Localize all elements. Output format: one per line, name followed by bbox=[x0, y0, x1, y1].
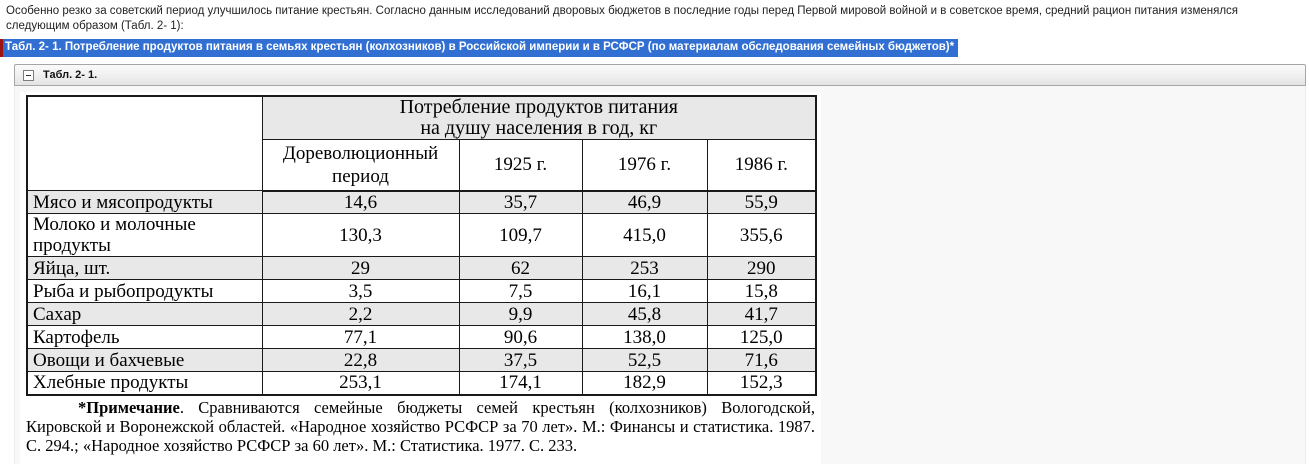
footnote-text: . Сравниваются семейные бюджеты семей крестьян (колхозников) Вологодской, Кировской и Воронежской областей. «Народное хозяйство РСФСР за 70 лет». М.: Финансы и статистика. 1987. С. 294.; «Народное хозяйство РСФСР за 60 лет». М.: Статистика. 1977. С. 233. bbox=[26, 397, 815, 455]
cell-value: 174,1 bbox=[459, 372, 582, 395]
cell-value: 41,7 bbox=[707, 303, 816, 326]
table-row bbox=[27, 257, 816, 280]
row-label: Рыба и рыбопродукты bbox=[27, 280, 262, 303]
food-consumption-table bbox=[26, 95, 817, 396]
table-row bbox=[27, 280, 816, 303]
cell-value: 138,0 bbox=[582, 326, 707, 349]
cell-value: 37,5 bbox=[459, 349, 582, 372]
column-header: 1976 г. bbox=[582, 140, 707, 191]
cell-value: 355,6 bbox=[707, 214, 816, 257]
cell-value: 22,8 bbox=[262, 349, 459, 372]
cell-value: 253 bbox=[582, 257, 707, 280]
table-caption-highlighted: Табл. 2- 1. Потребление продуктов питания в семьях крестьян (колхозников) в Российской империи и в РСФСР (по материалам обследования семейных бюджетов)* bbox=[3, 39, 958, 57]
cell-value: 415,0 bbox=[582, 214, 707, 257]
column-header: 1986 г. bbox=[707, 140, 816, 191]
row-label: Сахар bbox=[27, 303, 262, 326]
cell-value: 15,8 bbox=[707, 280, 816, 303]
header-line2: на душу населения в год, кг bbox=[420, 117, 658, 139]
cell-value: 62 bbox=[459, 257, 582, 280]
intro-paragraph: Особенно резко за советский период улучшилось питание крестьян. Согласно данным исследований дворовых бюджетов в последние годы перед Первой мировой войной и в советское время, средний рацион питания изменялся следующим образом (Табл. 2- 1): bbox=[6, 5, 1239, 32]
cell-value: 46,9 bbox=[582, 191, 707, 214]
footnote bbox=[26, 398, 815, 455]
cell-value: 125,0 bbox=[707, 326, 816, 349]
collapse-icon[interactable] bbox=[23, 70, 34, 81]
header-empty-cell bbox=[27, 96, 262, 191]
row-label: Молоко и молочные продукты bbox=[27, 214, 262, 257]
cell-value: 7,5 bbox=[459, 280, 582, 303]
cell-value: 109,7 bbox=[459, 214, 582, 257]
cell-value: 3,5 bbox=[262, 280, 459, 303]
cell-value: 16,1 bbox=[582, 280, 707, 303]
footnote-label: *Примечание bbox=[78, 397, 180, 417]
header-line1: Потребление продуктов питания bbox=[399, 96, 678, 118]
cell-value: 29 bbox=[262, 257, 459, 280]
cell-value: 77,1 bbox=[262, 326, 459, 349]
row-label: Картофель bbox=[27, 326, 262, 349]
cell-value: 14,6 bbox=[262, 191, 459, 214]
table-row bbox=[27, 349, 816, 372]
column-header: Дореволюционный период bbox=[262, 140, 459, 191]
table-panel bbox=[14, 64, 1306, 464]
table-row bbox=[27, 372, 816, 395]
table-row bbox=[27, 191, 816, 214]
table-header-row-merged bbox=[27, 96, 816, 140]
document-table-image bbox=[20, 92, 821, 464]
cell-value: 9,9 bbox=[459, 303, 582, 326]
cell-value: 253,1 bbox=[262, 372, 459, 395]
cell-value: 45,8 bbox=[582, 303, 707, 326]
cell-value: 71,6 bbox=[707, 349, 816, 372]
cell-value: 290 bbox=[707, 257, 816, 280]
table-row bbox=[27, 326, 816, 349]
cell-value: 35,7 bbox=[459, 191, 582, 214]
table-row bbox=[27, 303, 816, 326]
row-label: Мясо и мясопродукты bbox=[27, 191, 262, 214]
cell-value: 130,3 bbox=[262, 214, 459, 257]
header-merged-cell bbox=[262, 96, 816, 140]
panel-header[interactable] bbox=[14, 64, 1306, 86]
cell-value: 2,2 bbox=[262, 303, 459, 326]
selected-caption-line bbox=[0, 39, 1309, 57]
row-label: Яйца, шт. bbox=[27, 257, 262, 280]
column-header: 1925 г. bbox=[459, 140, 582, 191]
table-row bbox=[27, 214, 816, 257]
cell-value: 152,3 bbox=[707, 372, 816, 395]
cell-value: 52,5 bbox=[582, 349, 707, 372]
row-label: Овощи и бахчевые bbox=[27, 349, 262, 372]
row-label: Хлебные продукты bbox=[27, 372, 262, 395]
cell-value: 182,9 bbox=[582, 372, 707, 395]
panel-body bbox=[14, 86, 1306, 464]
cell-value: 55,9 bbox=[707, 191, 816, 214]
cell-value: 90,6 bbox=[459, 326, 582, 349]
panel-title: Табл. 2- 1. bbox=[43, 69, 98, 81]
